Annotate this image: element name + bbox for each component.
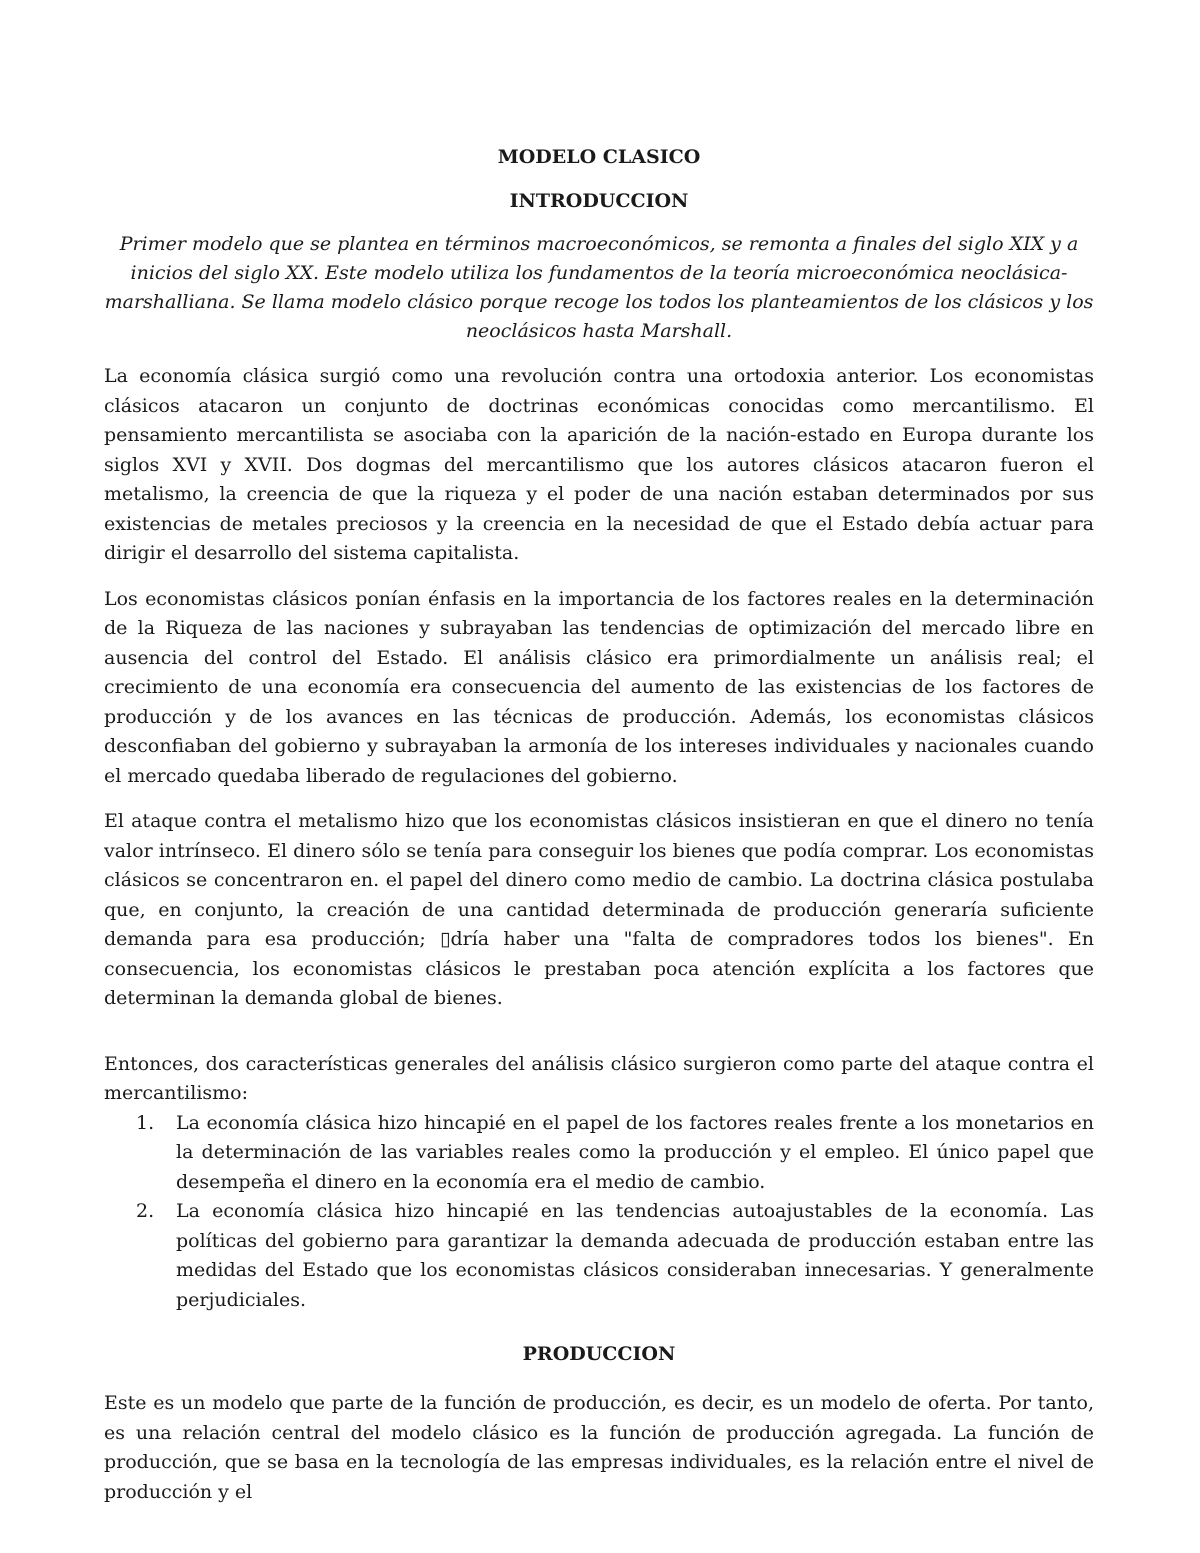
body-paragraph: Los economistas clásicos ponían énfasis en la importancia de los factores reales en la determinación de la Riqueza de las naciones y subrayaban las tendencias de optimización del mercado libre en ausencia del control del Estado. El análisis clásico era primordialmente un análisis real; el crecimiento de una economía era consecuencia del aumento de las existencias de los factores de producción y de los avances en las técnicas de producción. Además, los economistas clásicos desconfiaban del gobierno y subrayaban la armonía de los intereses individuales y nacionales cuando el mercado quedaba liberado de regulaciones del gobierno. xyxy=(104,587,1094,787)
document-subtitle: INTRODUCCION xyxy=(509,190,689,212)
list-item-text: La economía clásica hizo hincapié en las tendencias autoajustables de la economía. Las políticas del gobierno para garantizar la demanda adecuada de producción estaban entre las medidas del Estado que los economistas clásicos consideraban innecesarias. Y generalmente perjudiciales. xyxy=(176,1200,1094,1311)
list-number: 1. xyxy=(136,1111,155,1134)
body-paragraph: La economía clásica surgió como una revolución contra una ortodoxia anterior. Los economistas clásicos atacaron un conjunto de doctrinas económicas conocidas como mercantilismo. El pensamiento mercantilista se asociaba con la aparición de la nación-estado en Europa durante los siglos XVI y XVII. Dos dogmas del mercantilismo que los autores clásicos atacaron fueron el metalismo, la creencia de que la riqueza y el poder de una nación estaban determinados por sus existencias de metales preciosos y la creencia en la necesidad de que el Estado debía actuar para dirigir el desarrollo del sistema capitalista. xyxy=(104,365,1094,564)
list-item xyxy=(104,1197,1094,1315)
list-item-text: La economía clásica hizo hincapié en el papel de los factores reales frente a los monetarios en la determinación de las variables reales como la producción y el empleo. El único papel que desempeña el dinero en la economía era el medio de cambio. xyxy=(176,1111,1094,1193)
list-item xyxy=(104,1109,1094,1198)
intro-paragraph: Primer modelo que se plantea en términos macroeconómicos, se remonta a finales del siglo XIX y a inicios del siglo XX. Este modelo utiliza los fundamentos de la teoría microeconómica neoclásica-marshalliana. Se llama modelo clásico porque recoge los todos los planteamientos de los clásicos y los neoclásicos hasta Marshall. xyxy=(104,233,1094,342)
list-number: 2. xyxy=(136,1200,155,1222)
body-paragraph: El ataque contra el metalismo hizo que los economistas clásicos insistieran en que el dinero no tenía valor intrínseco. El dinero sólo se tenía para conseguir los bienes que podía comprar. Los economistas clásicos se concentraron en. el papel del dinero como medio de cambio. La doctrina clásica postulaba que, en conjunto, la creación de una cantidad determinada de producción generaría suficiente demanda para esa producción; ▯dría haber una "falta de compradores todos los bienes". En consecuencia, los economistas clásicos le prestaban poca atención explícita a los factores que determinan la demanda global de bienes. xyxy=(104,810,1094,1009)
numbered-list xyxy=(104,1109,1094,1316)
section-paragraph: Este es un modelo que parte de la función de producción, es decir, es un modelo de oferta. Por tanto, es una relación central del modelo clásico es la función de producción agregada. La función de producción, que se basa en la tecnología de las empresas individuales, es la relación entre el nivel de producción y el xyxy=(104,1392,1094,1503)
section-title: PRODUCCION xyxy=(522,1343,676,1365)
document-page xyxy=(104,140,1094,1507)
document-title: MODELO CLASICO xyxy=(497,146,701,168)
list-intro-paragraph: Entonces, dos características generales del análisis clásico surgieron como parte del ataque contra el mercantilismo: xyxy=(104,1052,1094,1104)
